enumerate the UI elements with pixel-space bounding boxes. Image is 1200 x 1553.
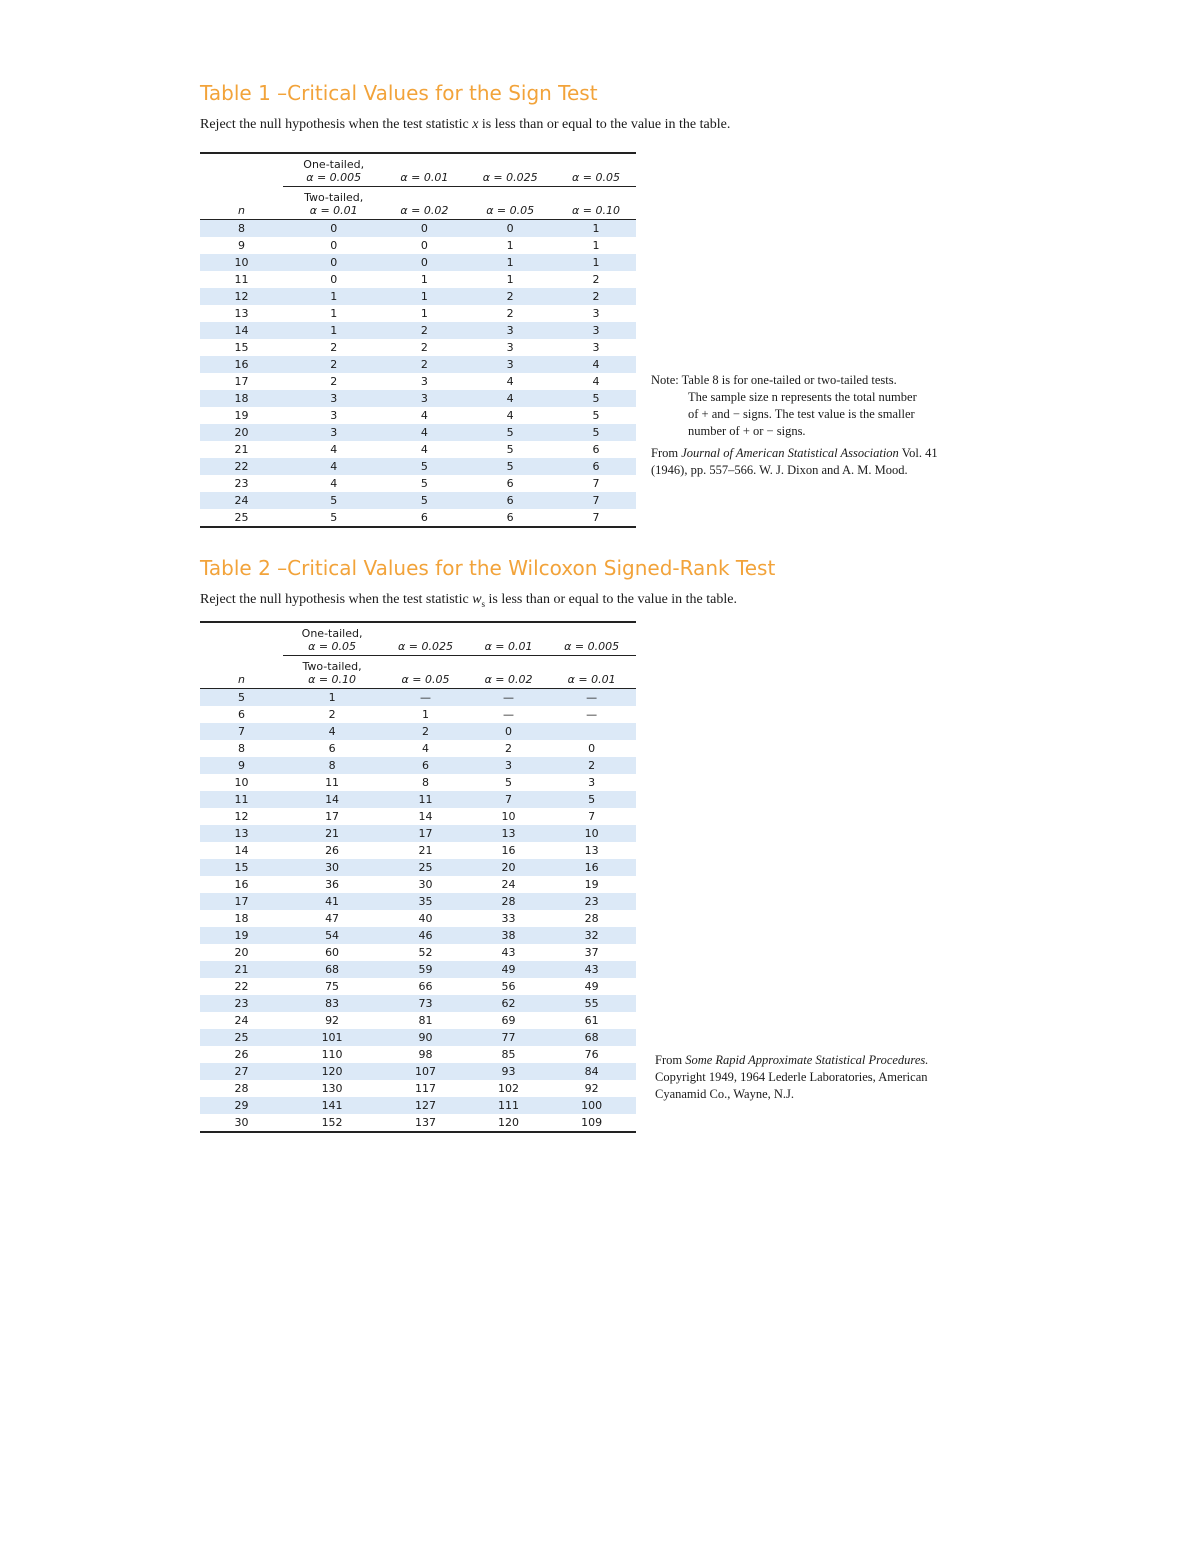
critical-value-cell: 84 [547,1063,636,1080]
critical-value-cell: 2 [420,341,428,354]
critical-value-cell: 24 [501,878,516,891]
n-cell: 13 [200,825,283,842]
critical-value-cell: 21 [418,844,433,857]
n-cell: 16 [200,356,283,373]
table-row [200,808,636,825]
n-cell: 13 [234,307,249,320]
critical-value-cell: 4 [592,375,600,388]
critical-value-cell: 1 [556,254,636,271]
critical-value-cell: 28 [584,912,599,925]
critical-value-cell: 4 [556,356,636,373]
n-cell: 19 [234,409,249,422]
critical-value-cell: 41 [283,893,381,910]
critical-value-cell: 2 [330,341,338,354]
n-cell: 11 [234,273,249,286]
critical-value-cell: 98 [418,1048,433,1061]
n-header: n [200,187,283,220]
table-row [200,492,636,509]
sign-test-table [200,152,636,528]
n-cell: 21 [234,443,249,456]
critical-value-cell: 1 [330,307,338,320]
critical-value-cell: 49 [584,980,599,993]
table2-title: Table 2 –Critical Values for the Wilcoxon Signed-Rank Test [200,556,776,580]
critical-value-cell: 21 [283,825,381,842]
critical-value-cell: 117 [414,1082,436,1095]
n-cell: 20 [200,424,283,441]
critical-value-cell: 1 [421,708,429,721]
one-tailed-alpha-3: α = 0.025 [464,153,556,187]
critical-value-cell: 69 [501,1014,516,1027]
critical-value-cell: 2 [328,708,336,721]
critical-value-cell: 49 [470,961,547,978]
critical-value-cell: 4 [420,409,428,422]
critical-value-cell: 68 [283,961,381,978]
table-row [200,509,636,527]
table-row [200,237,636,254]
critical-value-cell: 10 [547,825,636,842]
n-cell: 24 [234,1014,249,1027]
critical-value-cell: 1 [506,273,514,286]
n-cell: 6 [238,708,245,721]
critical-value-cell: 1 [592,239,600,252]
critical-value-cell: 2 [283,356,384,373]
critical-value-cell: 4 [283,458,384,475]
n-cell: 26 [234,1048,249,1061]
n-cell: 18 [234,912,249,925]
critical-value-cell: 47 [325,912,340,925]
table-row [200,689,636,707]
table-row [200,723,636,740]
critical-value-cell: 5 [384,492,464,509]
n-cell: 24 [200,492,283,509]
critical-value-cell: 46 [381,927,470,944]
critical-value-cell: 5 [556,424,636,441]
critical-value-cell: 56 [501,980,516,993]
critical-value-cell: 92 [325,1014,340,1027]
critical-value-cell: 101 [283,1029,381,1046]
critical-value-cell: 11 [325,776,340,789]
critical-value-cell: 109 [581,1116,603,1129]
critical-value-cell: 6 [506,477,514,490]
n-cell: 18 [200,390,283,407]
critical-value-cell: 7 [556,492,636,509]
critical-value-cell: 68 [547,1029,636,1046]
critical-value-cell: 2 [506,307,514,320]
n-cell: 30 [234,1116,249,1129]
table1-title: Table 1 –Critical Values for the Sign Test [200,81,598,105]
critical-value-cell: 59 [381,961,470,978]
critical-value-cell: 90 [381,1029,470,1046]
critical-value-cell: 30 [283,859,381,876]
critical-value-cell: 17 [381,825,470,842]
critical-value-cell: 5 [592,409,600,422]
two-tailed-alpha-4: α = 0.10 [556,187,636,220]
critical-value-cell: 35 [381,893,470,910]
n-cell: 8 [200,220,283,238]
critical-value-cell: 28 [470,893,547,910]
critical-value-cell: 3 [330,409,338,422]
critical-value-cell: 141 [283,1097,381,1114]
critical-value-cell: 38 [470,927,547,944]
two-tailed-alpha-2: α = 0.02 [384,187,464,220]
n-cell: 23 [234,477,249,490]
critical-value-cell: 1 [506,239,514,252]
table-row [200,1097,636,1114]
critical-value-cell: 4 [464,390,556,407]
table-row [200,961,636,978]
critical-value-cell: 3 [384,390,464,407]
table-row [200,706,636,723]
n-cell: 11 [200,791,283,808]
n-cell: 12 [200,288,283,305]
critical-value-cell: 1 [283,288,384,305]
critical-value-cell: 1 [556,220,636,238]
n-cell: 17 [200,893,283,910]
critical-value-cell: 0 [283,220,384,238]
critical-value-cell: 5 [464,424,556,441]
critical-value-cell: 120 [283,1063,381,1080]
critical-value-cell: 3 [506,341,514,354]
critical-value-cell: 5 [547,791,636,808]
critical-value-cell: 6 [592,443,600,456]
n-cell: 29 [200,1097,283,1114]
table-row [200,927,636,944]
critical-value-cell: 3 [588,776,596,789]
critical-value-cell: 110 [321,1048,343,1061]
critical-value-cell: 7 [470,791,547,808]
n-cell: 17 [234,375,249,388]
critical-value-cell: 6 [556,458,636,475]
n-cell: 25 [200,1029,283,1046]
critical-value-cell: 102 [498,1082,520,1095]
table-row [200,978,636,995]
n-cell: 19 [200,927,283,944]
critical-value-cell: 1 [464,254,556,271]
one-tailed-header: One-tailed, α = 0.005 [283,153,384,187]
table-row [200,740,636,757]
table-row [200,842,636,859]
critical-value-cell: 0 [470,723,547,740]
critical-value-cell: 3 [556,322,636,339]
critical-value-cell: 93 [470,1063,547,1080]
table-row [200,876,636,893]
critical-value-cell: 2 [547,757,636,774]
n-cell: 9 [238,239,245,252]
one-tailed-alpha-4: α = 0.05 [556,153,636,187]
table-row [200,475,636,492]
table-row [200,373,636,390]
critical-value-cell: 23 [547,893,636,910]
table-row [200,1114,636,1132]
critical-value-cell: 7 [588,810,596,823]
n-cell: 22 [200,458,283,475]
n-cell: 10 [234,776,249,789]
critical-value-cell: 4 [330,443,338,456]
table-row [200,271,636,288]
critical-value-cell: 13 [470,825,547,842]
table-row [200,441,636,458]
critical-value-cell: 0 [420,239,428,252]
table-row [200,220,636,238]
n-cell: 25 [234,511,249,524]
critical-value-cell: 26 [325,844,340,857]
critical-value-cell: 3 [464,322,556,339]
table-row [200,458,636,475]
critical-value-cell: 2 [464,288,556,305]
n-cell: 14 [234,844,249,857]
two-tailed-alpha-3: α = 0.02 [470,656,547,689]
critical-value-cell: 11 [381,791,470,808]
n-cell: 5 [200,689,283,707]
table-row [200,356,636,373]
critical-value-cell: 5 [464,458,556,475]
critical-value-cell: 127 [381,1097,470,1114]
table-row [200,288,636,305]
table-row [200,791,636,808]
table-row [200,322,636,339]
critical-value-cell: 4 [384,424,464,441]
critical-value-cell: 16 [547,859,636,876]
critical-value-cell: 92 [584,1082,599,1095]
table-row [200,254,636,271]
critical-value-cell: 4 [421,742,429,755]
table-row [200,859,636,876]
critical-value-cell: 2 [330,375,338,388]
table-row [200,1029,636,1046]
critical-value-cell: 5 [556,390,636,407]
n-cell: 20 [234,946,249,959]
table-row [200,774,636,791]
table-row [200,339,636,356]
critical-value-cell: 1 [283,322,384,339]
critical-value-cell: 130 [321,1082,343,1095]
table-row [200,757,636,774]
critical-value-cell: 6 [381,757,470,774]
n-cell: 15 [234,341,249,354]
n-cell: 16 [234,878,249,891]
n-cell: 14 [200,322,283,339]
one-tailed-header: One-tailed, α = 0.05 [283,622,381,656]
table-row [200,305,636,322]
critical-value-cell: 4 [330,477,338,490]
table2-caption: Reject the null hypothesis when the test statistic $w_s$ is less than or equal to the value in the table. [200,592,737,609]
critical-value-cell: 0 [330,239,338,252]
table-row [200,1063,636,1080]
critical-value-cell: 107 [381,1063,470,1080]
critical-value-cell: 4 [506,409,514,422]
critical-value-cell: 2 [384,356,464,373]
critical-value-cell: 33 [501,912,516,925]
table-row [200,825,636,842]
one-tailed-alpha-4: α = 0.005 [547,622,636,656]
critical-value-cell: 14 [283,791,381,808]
critical-value-cell: 1 [384,288,464,305]
critical-value-cell: 0 [384,254,464,271]
table-row [200,390,636,407]
critical-value-cell: 3 [420,375,428,388]
critical-value-cell: 0 [588,742,596,755]
critical-value-cell: 6 [464,492,556,509]
critical-value-cell: 17 [325,810,340,823]
table-row [200,910,636,927]
critical-value-cell: 61 [584,1014,599,1027]
two-tailed-alpha-3: α = 0.05 [464,187,556,220]
critical-value-cell: 76 [584,1048,599,1061]
critical-value-cell: 137 [414,1116,436,1129]
critical-value-cell: 5 [384,458,464,475]
critical-value-cell: 0 [283,254,384,271]
critical-value-cell: 5 [330,511,338,524]
critical-value-cell: 43 [501,946,516,959]
critical-value-cell: 4 [283,723,381,740]
n-cell: 15 [200,859,283,876]
table-row [200,407,636,424]
critical-value-cell: 1 [283,689,381,707]
two-tailed-header: Two-tailed, α = 0.10 [283,656,381,689]
critical-value-cell: — [503,708,515,721]
critical-value-cell: 111 [470,1097,547,1114]
n-cell: 28 [234,1082,249,1095]
critical-value-cell: 4 [420,443,428,456]
n-cell: 27 [200,1063,283,1080]
critical-value-cell: 43 [547,961,636,978]
critical-value-cell: 7 [592,511,600,524]
critical-value-cell: 100 [547,1097,636,1114]
critical-value-cell: — [470,689,547,707]
critical-value-cell: 19 [584,878,599,891]
critical-value-cell: 10 [501,810,516,823]
critical-value-cell: 73 [381,995,470,1012]
table-row [200,893,636,910]
n-cell: 23 [200,995,283,1012]
critical-value-cell: 54 [283,927,381,944]
n-cell: 12 [234,810,249,823]
critical-value-cell: 6 [420,511,428,524]
n-cell: 7 [200,723,283,740]
n-cell: 8 [238,742,245,755]
critical-value-cell: 2 [384,322,464,339]
two-tailed-header: Two-tailed, α = 0.01 [283,187,384,220]
critical-value-cell: 3 [470,757,547,774]
critical-value-cell: 77 [470,1029,547,1046]
critical-value-cell: 85 [501,1048,516,1061]
critical-value-cell: 25 [381,859,470,876]
critical-value-cell: — [547,689,636,707]
table-row [200,995,636,1012]
n-cell: 22 [234,980,249,993]
critical-value-cell: 8 [421,776,429,789]
table1-caption: Reject the null hypothesis when the test statistic x is less than or equal to the value in the table. [200,117,731,132]
n-header: n [200,656,283,689]
critical-value-cell: 0 [330,273,338,286]
critical-value-cell: — [586,708,598,721]
critical-value-cell: 2 [592,273,600,286]
table-row [200,944,636,961]
critical-value-cell: 3 [464,356,556,373]
critical-value-cell: 60 [325,946,340,959]
critical-value-cell: 14 [418,810,433,823]
critical-value-cell: 152 [321,1116,343,1129]
critical-value-cell: 5 [283,492,384,509]
critical-value-cell: 0 [464,220,556,238]
n-cell: 10 [200,254,283,271]
critical-value-cell: 36 [325,878,340,891]
table-row [200,1012,636,1029]
critical-value-cell: 2 [505,742,513,755]
critical-value-cell: 5 [505,776,513,789]
critical-value-cell: 32 [547,927,636,944]
two-tailed-alpha-2: α = 0.05 [381,656,470,689]
critical-value-cell: 3 [592,307,600,320]
critical-value-cell [547,723,636,740]
critical-value-cell: 2 [556,288,636,305]
critical-value-cell: — [381,689,470,707]
critical-value-cell: 1 [420,307,428,320]
critical-value-cell: 13 [584,844,599,857]
critical-value-cell: 40 [418,912,433,925]
critical-value-cell: 7 [592,477,600,490]
one-tailed-alpha-2: α = 0.01 [384,153,464,187]
critical-value-cell: 120 [498,1116,520,1129]
critical-value-cell: 3 [283,390,384,407]
table1-note: Note: Table 8 is for one-tailed or two-tailed tests. The sample size n represents the total number of + and − signs. The test value is the smaller number of + or − signs. From Journal of American Statistical Association Vol. 41 (1946), pp. 557–566. W. J. Dixon and A. M. Mood. [651,373,938,477]
critical-value-cell: 5 [506,443,514,456]
critical-value-cell: 2 [381,723,470,740]
critical-value-cell: 81 [418,1014,433,1027]
critical-value-cell: 8 [283,757,381,774]
critical-value-cell: 20 [470,859,547,876]
critical-value-cell: 52 [418,946,433,959]
critical-value-cell: 3 [283,424,384,441]
one-tailed-alpha-2: α = 0.025 [381,622,470,656]
critical-value-cell: 6 [506,511,514,524]
critical-value-cell: 30 [418,878,433,891]
critical-value-cell: 62 [470,995,547,1012]
critical-value-cell: 0 [384,220,464,238]
critical-value-cell: 16 [501,844,516,857]
two-tailed-alpha-4: α = 0.01 [547,656,636,689]
critical-value-cell: 55 [547,995,636,1012]
critical-value-cell: 83 [283,995,381,1012]
table2-source: From Some Rapid Approximate Statistical Procedures. Copyright 1949, 1964 Lederle Laboratories, American Cyanamid Co., Wayne, N.J. [655,1053,929,1101]
critical-value-cell: 37 [584,946,599,959]
critical-value-cell: 5 [420,477,428,490]
critical-value-cell: 75 [325,980,340,993]
n-cell: 21 [200,961,283,978]
critical-value-cell: 66 [418,980,433,993]
n-cell: 9 [200,757,283,774]
critical-value-cell: 4 [506,375,514,388]
table-row [200,1080,636,1097]
one-tailed-alpha-3: α = 0.01 [470,622,547,656]
table-row [200,424,636,441]
wilcoxon-table [200,621,636,1133]
critical-value-cell: 3 [592,341,600,354]
critical-value-cell: 6 [328,742,336,755]
critical-value-cell: 1 [420,273,428,286]
table-row [200,1046,636,1063]
